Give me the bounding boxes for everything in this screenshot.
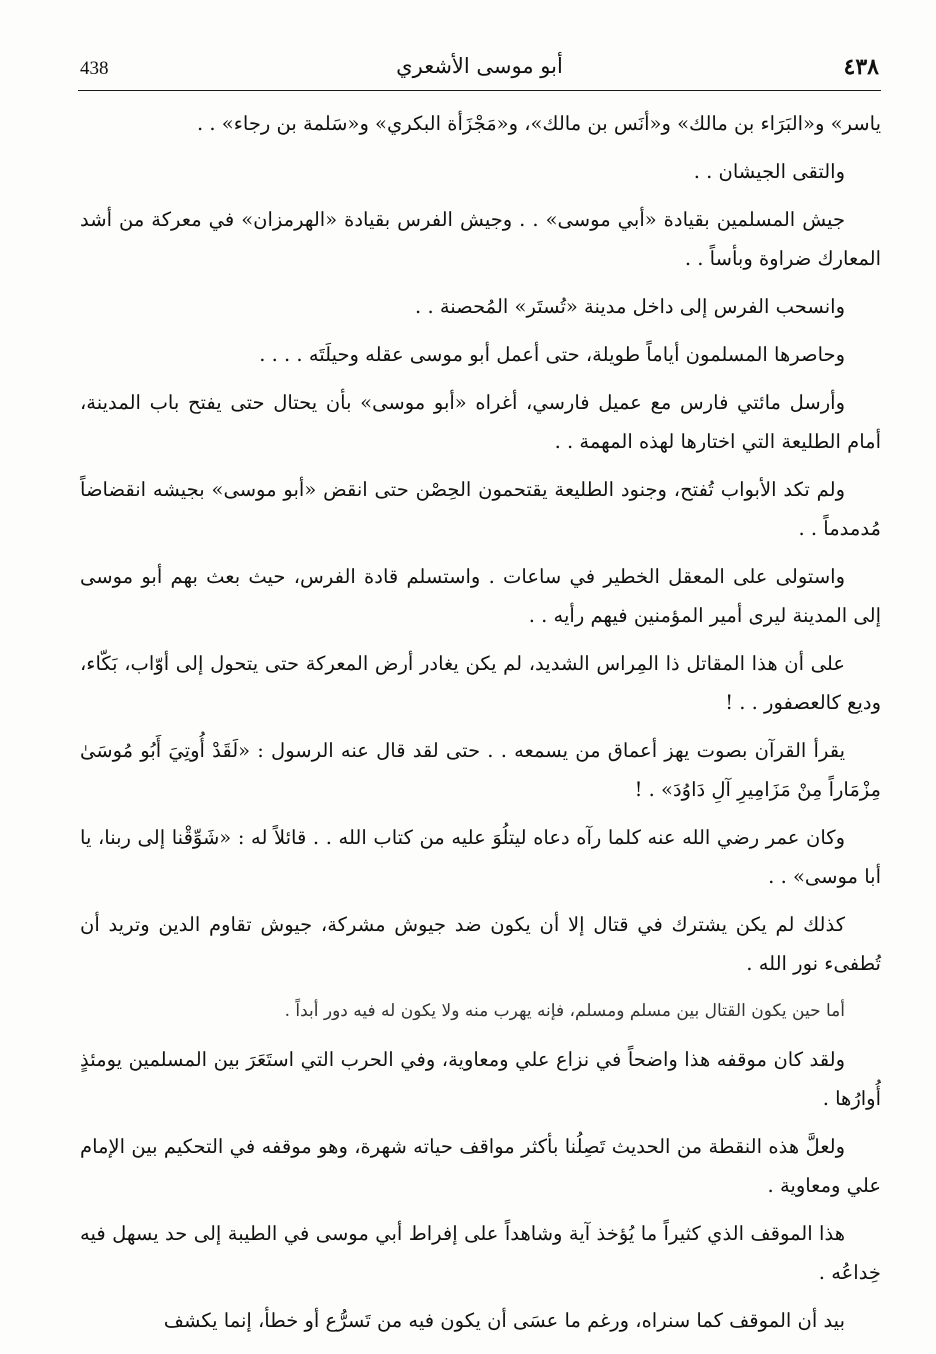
- paragraph: أما حين يكون القتال بين مسلم ومسلم، فإنه يهرب منه ولا يكون له فيه دور أبداً .: [284, 1001, 845, 1021]
- paragraph: وانسحب الفرس إلى داخل مدينة «تُستَر» المُحصنة . .: [415, 295, 845, 318]
- paragraph: بيد أن الموقف كما سنراه، ورغم ما عسَى أن يكون فيه من تَسرُّع أو خطأ، إنما يكشف: [163, 1309, 845, 1332]
- paragraph: ياسر» و«البَرَاء بن مالك» و«أنَس بن مالك»، و«مَجْزَأة البكري» و«سَلمة بن رجاء» . .: [197, 112, 881, 135]
- paragraph: هذا الموقف الذي كثيراً ما يُؤخذ آية وشاهداً على إفراط أبي موسى في الطيبة إلى حد يسهل فيه خِداعُه .: [80, 1222, 881, 1284]
- paragraph: وكان عمر رضي الله عنه كلما رآه دعاه ليتلُوَ عليه من كتاب الله . . قائلاً له : «شَوِّقْنا إلى ربنا، يا أبا موسى» . .: [80, 826, 881, 888]
- hadith-paragraph: يقرأ القرآن بصوت يهز أعماق من يسمعه . . حتى لقد قال عنه الرسول : «لَقَدْ أُوتِيَ أَبُو مُوسَىٰ مِزْمَاراً مِنْ مَزَامِيرِ آلِ دَاوُدَ» . !: [80, 739, 881, 801]
- body-text: [80, 104, 881, 1349]
- paragraph: كذلك لم يكن يشترك في قتال إلا أن يكون ضد جيوش مشركة، جيوش تقاوم الدين وتريد أن تُطفىء نور الله .: [80, 913, 881, 975]
- paragraph: واستولى على المعقل الخطير في ساعات . واستسلم قادة الفرس، حيث بعث بهم أبو موسى إلى المدينة ليرى أمير المؤمنين فيهم رأيه . .: [80, 565, 881, 627]
- page-header: [78, 54, 881, 91]
- paragraph: ولقد كان موقفه هذا واضحاً في نزاع علي ومعاوية، وفي الحرب التي استَعَرَ بين المسلمين يومئذٍ أُوارُها .: [80, 1048, 881, 1110]
- paragraph: وحاصرها المسلمون أياماً طويلة، حتى أعمل أبو موسى عقله وحيلَتَه . . . .: [259, 343, 845, 366]
- paragraph: وأرسل مائتي فارس مع عميل فارسي، أغراه «أبو موسى» بأن يحتال حتى يفتح باب المدينة، أمام الطليعة التي اختارها لهذه المهمة . .: [80, 391, 881, 453]
- paragraph: جيش المسلمين بقيادة «أبي موسى» . . وجيش الفرس بقيادة «الهرمزان» في معركة من أشد المعارك ضراوة وبأساً . .: [80, 208, 881, 270]
- running-title: أبو موسى الأشعري: [396, 54, 563, 78]
- page-number-latin: 438: [80, 58, 109, 79]
- paragraph: ولعلَّ هذه النقطة من الحديث تَصِلُنا بأكثر مواقف حياته شهرة، وهو موقفه في التحكيم بين الإمام علي ومعاوية .: [80, 1135, 881, 1197]
- page-number-arabic: ٤٣٨: [843, 54, 879, 80]
- paragraph: ولم تكد الأبواب تُفتح، وجنود الطليعة يقتحمون الحِصْن حتى انقض «أبو موسى» بجيشه انقضاضاً مُدمدماً . .: [80, 478, 881, 540]
- paragraph: والتقى الجيشان . .: [693, 160, 845, 183]
- paragraph: على أن هذا المقاتل ذا المِراس الشديد، لم يكن يغادر أرض المعركة حتى يتحول إلى أوّاب، بَكّاء، وديع كالعصفور . . !: [80, 652, 881, 714]
